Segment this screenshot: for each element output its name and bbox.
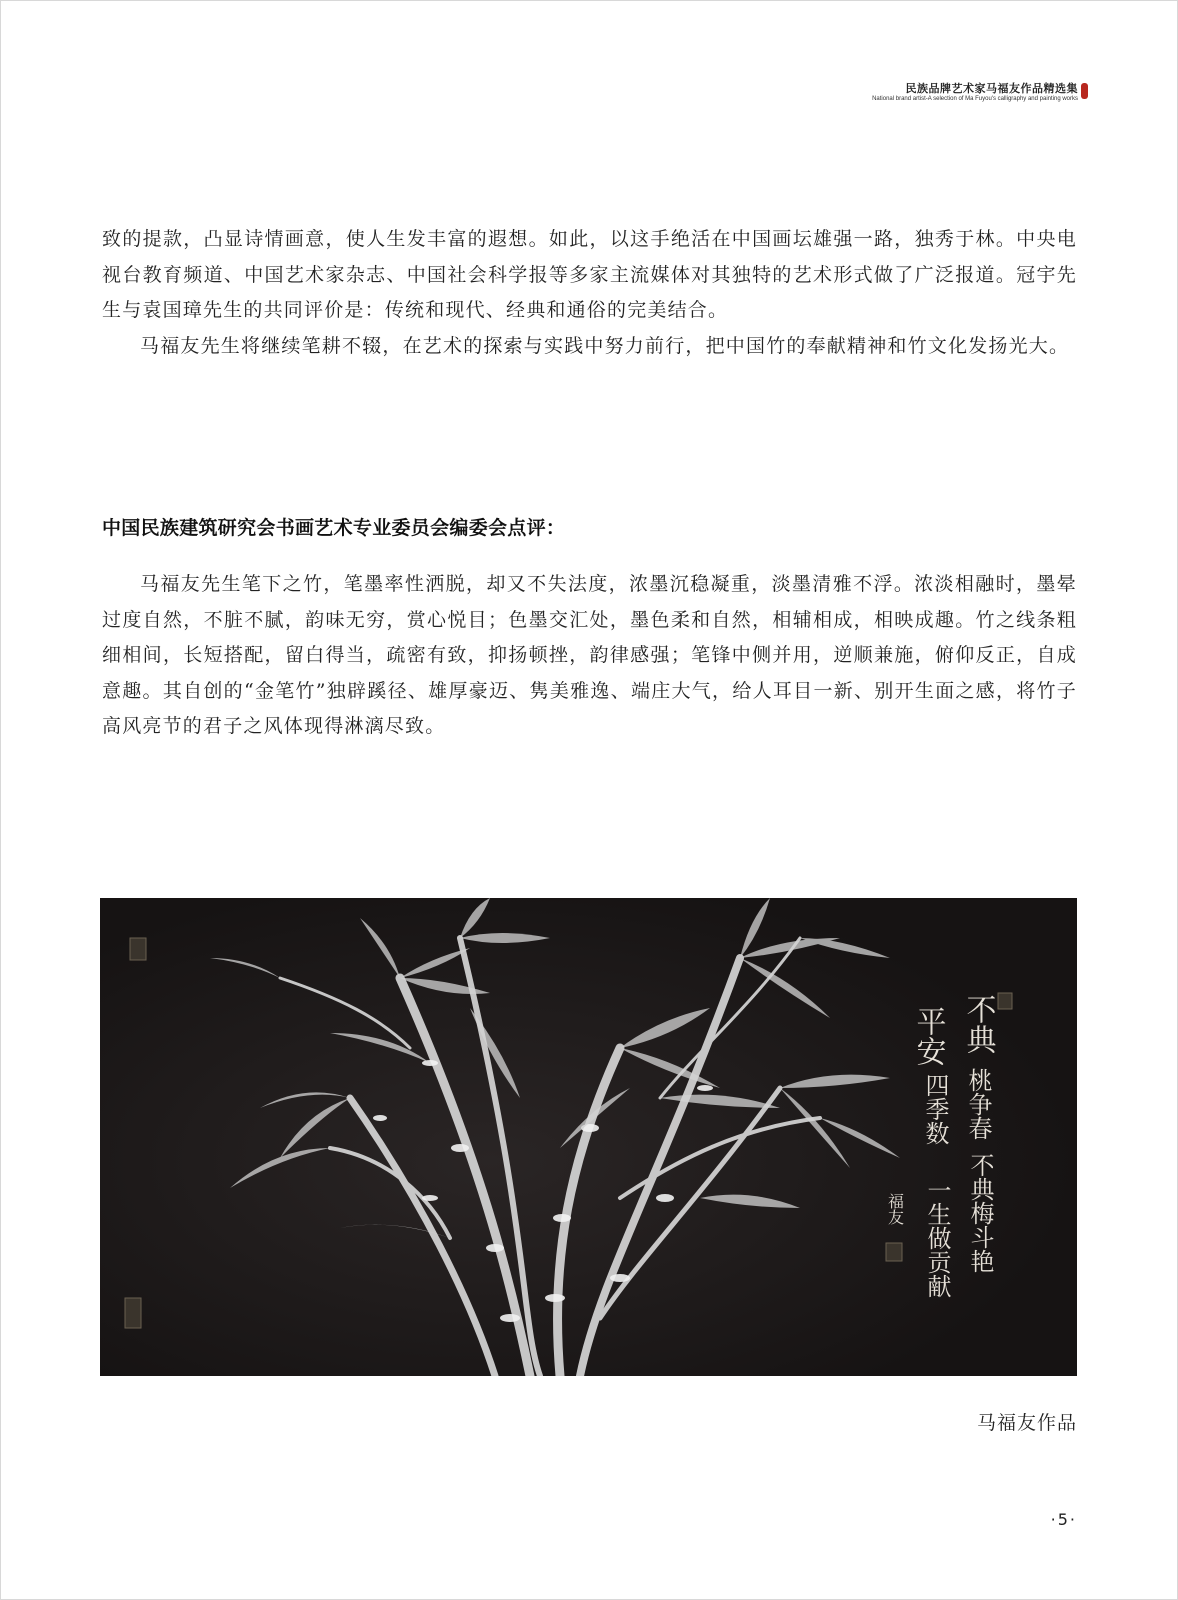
paragraph-1: 致的提款，凸显诗情画意，使人生发丰富的遐想。如此，以这手绝活在中国画坛雄强一路，独秀于林。中央电视台教育频道、中国艺术家杂志、中国社会科学报等多家主流媒体对其独特的艺术形式做了广泛报道。冠宇先生与袁国璋先生的共同评价是：传统和现代、经典和通俗的完美结合。 (102, 228, 1077, 321)
body-text (102, 222, 1077, 364)
inscription-col-2: 平安 (910, 1006, 946, 1066)
running-header (872, 82, 1078, 103)
inscription-col-1: 不典 (960, 994, 996, 1054)
review-heading: 中国民族建筑研究会书画艺术专业委员会编委会点评： (102, 517, 566, 539)
page-number: ·5· (1050, 1510, 1077, 1529)
seal-bottom-left-icon (125, 1298, 141, 1328)
artwork-caption: 马福友作品 (976, 1412, 1077, 1434)
seal-corner-icon (998, 993, 1012, 1009)
bamboo-painting (100, 898, 1077, 1376)
header-subtitle: National brand artist-A selection of Ma Fuyou's calligraphy and painting works (872, 96, 1078, 102)
inscription-col-3: 桃争春 (964, 1068, 992, 1140)
review-text: 马福友先生笔下之竹，笔墨率性洒脱，却又不失法度，浓墨沉稳凝重，淡墨清雅不浮。浓淡相融时，墨晕过度自然，不脏不腻，韵味无穷，赏心悦目；色墨交汇处，墨色柔和自然，相辅相成，相映成趣。竹之线条粗细相间，长短搭配，留白得当，疏密有致，抑扬顿挫，韵律感强；笔锋中侧并用，逆顺兼施，俯仰反正，自成意趣。其自创的“金笔竹”独辟蹊径、雄厚豪迈、隽美雅逸、端庄大气，给人耳目一新、别开生面之感，将竹子高风亮节的君子之风体现得淋漓尽致。 (102, 573, 1077, 737)
artist-signature: 福友 (885, 1193, 905, 1225)
paragraph-2: 马福友先生将继续笔耕不辍，在艺术的探索与实践中努力前行，把中国竹的奉献精神和竹文化发扬光大。 (140, 334, 1070, 357)
review-section (102, 567, 1077, 745)
bamboo-painting-illustration (100, 898, 1077, 1376)
inscription-col-6: 一生做贡献 (923, 1178, 951, 1298)
inscription-col-5: 不典梅斗艳 (966, 1153, 994, 1273)
seal-top-left-icon (130, 938, 146, 960)
seal-signature-icon (886, 1243, 902, 1261)
signature (886, 1193, 905, 1225)
inscription-col-4: 四季数 (921, 1073, 949, 1145)
header-title: 民族品牌艺术家马福友作品精选集 (905, 82, 1078, 95)
header-seal-icon (1081, 83, 1088, 99)
